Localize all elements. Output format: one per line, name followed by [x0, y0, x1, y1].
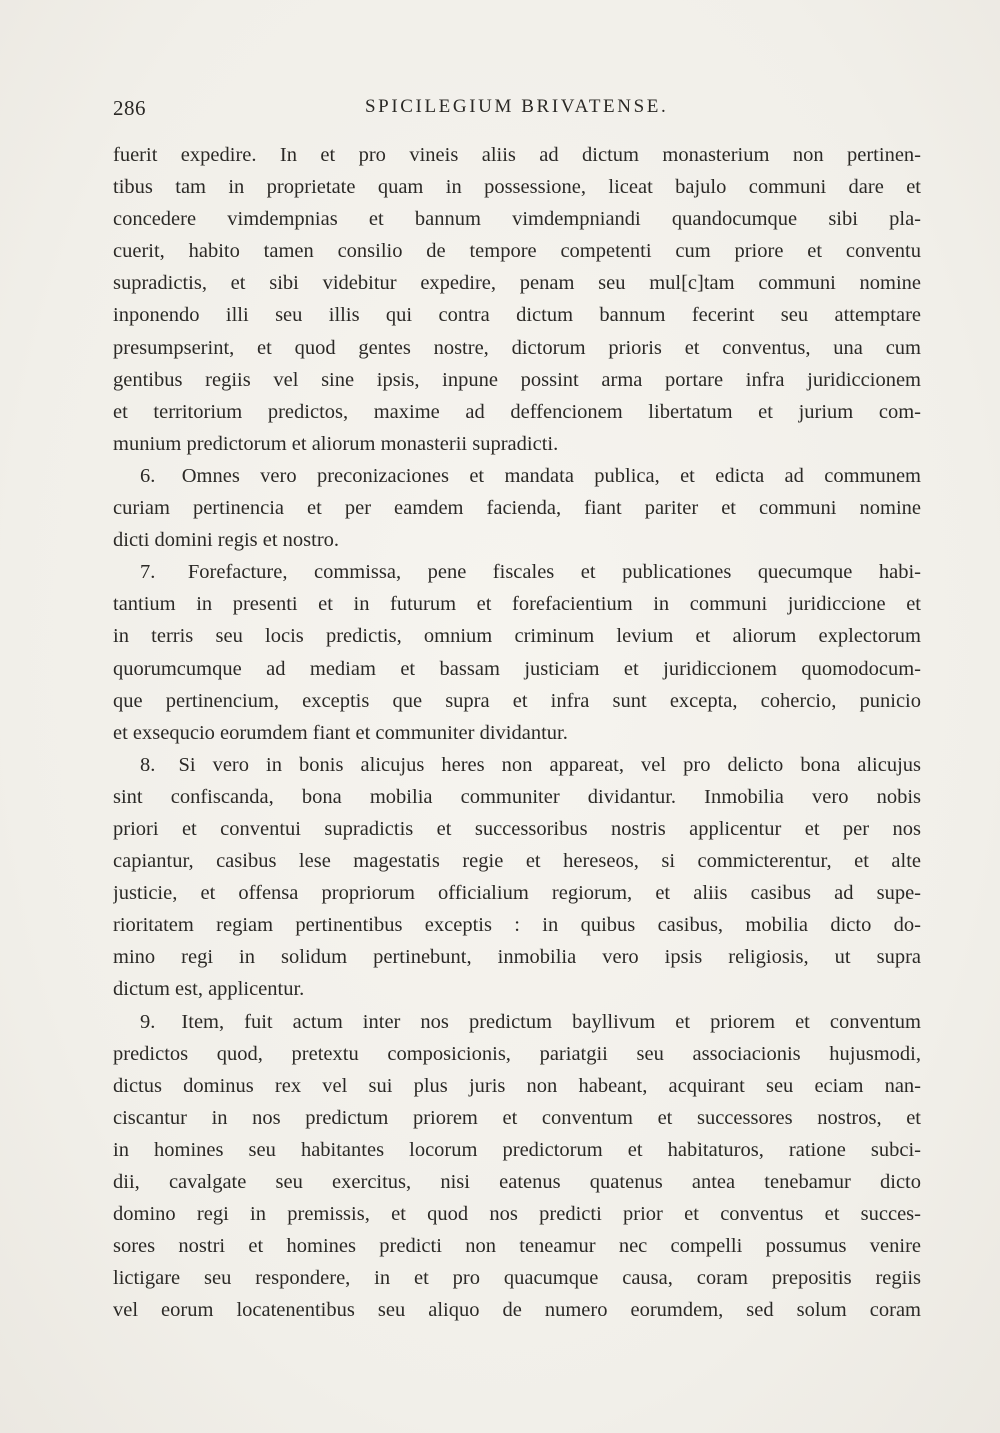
paragraph-first-line	[113, 556, 921, 588]
text-line: in terris seu locis predictis, omnium criminum levium et aliorum explectorum	[113, 625, 921, 648]
text-line: mino regi in solidum pertinebunt, inmobilia vero ipsis religiosis, ut supra	[113, 946, 921, 969]
page-header	[113, 96, 923, 126]
text-line: in homines seu habitantes locorum predictorum et habitaturos, ratione subci-	[113, 1138, 921, 1161]
text-line: que pertinencium, exceptis que supra et infra sunt excepta, cohercio, punicio	[113, 689, 921, 712]
text-line: predictos quod, pretextu composicionis, pariatgii seu associacionis hujusmodi,	[113, 1042, 921, 1065]
text-line: et exsequcio eorumdem fiant et communiter dividantur.	[113, 721, 568, 744]
text-line: tibus tam in proprietate quam in possessione, liceat bajulo communi dare et	[113, 176, 921, 199]
text-line: curiam pertinencia et per eamdem facienda, fiant pariter et communi nomine	[113, 497, 921, 520]
page-number: 286	[113, 96, 146, 120]
text-line: quorumcumque ad mediam et bassam justiciam et juridiccionem quomodocum-	[113, 657, 921, 680]
running-title: SPICILEGIUM BRIVATENSE.	[365, 96, 669, 117]
text-line: supradictis, et sibi videbitur expedire, penam seu mul[c]tam communi nomine	[113, 272, 921, 295]
text-line: vel eorum locatenentibus seu aliquo de numero eorumdem, sed solum coram	[113, 1299, 921, 1322]
paragraph-number: 8.	[140, 753, 156, 776]
text-line: ciscantur in nos predictum priorem et conventum et successores nostros, et	[113, 1106, 921, 1129]
text-line: presumpserint, et quod gentes nostre, dictorum prioris et conventus, una cum	[113, 336, 921, 359]
text-line: sores nostri et homines predicti non teneamur nec compelli possumus venire	[113, 1235, 921, 1258]
text-line: et territorium predictos, maxime ad deffencionem libertatum et jurium com-	[113, 400, 921, 423]
text-line: gentibus regiis vel sine ipsis, inpune possint arma portare infra juridiccionem	[113, 368, 921, 391]
text-line: dictus dominus rex vel sui plus juris non habeant, acquirant seu eciam nan-	[113, 1074, 921, 1097]
paragraph-first-line	[113, 749, 921, 781]
text-line: dictum est, applicentur.	[113, 978, 305, 1001]
body-text	[113, 139, 921, 1322]
text-span: Si vero in bonis alicujus heres non appareat, vel pro delicto bona alicujus	[178, 753, 921, 776]
paragraph-number: 7.	[140, 561, 156, 584]
text-line: priori et conventui supradictis et successoribus nostris applicentur et per nos	[113, 817, 921, 840]
paragraph-number: 9.	[140, 1010, 156, 1033]
text-line: dii, cavalgate seu exercitus, nisi eatenus quatenus antea tenebamur dicto	[113, 1171, 921, 1193]
text-line: dicti domini regis et nostro.	[113, 529, 340, 552]
paragraph-first-line	[113, 1006, 921, 1038]
text-line: inponendo illi seu illis qui contra dictum bannum fecerint seu attemptare	[113, 304, 921, 327]
text-span: Item, fuit actum inter nos predictum bayllivum et priorem et conventum	[181, 1010, 921, 1033]
text-line: sint confiscanda, bona mobilia communiter dividantur. Inmobilia vero nobis	[113, 785, 921, 808]
text-line: munium predictorum et aliorum monasterii supradicti.	[113, 432, 559, 455]
text-line: fuerit expedire. In et pro vineis aliis ad dictum monasterium non pertinen-	[113, 144, 921, 166]
text-line: concedere vimdempnias et bannum vimdempniandi quandocumque sibi pla-	[113, 208, 921, 231]
text-line: lictigare seu respondere, in et pro quacumque causa, coram prepositis regiis	[113, 1267, 921, 1290]
text-line: rioritatem regiam pertinentibus exceptis : in quibus casibus, mobilia dicto do-	[113, 914, 921, 937]
text-span: Omnes vero preconizaciones et mandata publica, et edicta ad communem	[181, 464, 921, 487]
text-line: tantium in presenti et in futurum et forefacientium in communi juridiccione et	[113, 593, 921, 616]
text-line: capiantur, casibus lese magestatis regie et hereseos, si commicterentur, et alte	[113, 850, 921, 873]
text-line: domino regi in premissis, et quod nos predicti prior et conventus et succes-	[113, 1203, 921, 1226]
text-span: Forefacture, commissa, pene fiscales et publicationes quecumque habi-	[187, 561, 921, 584]
paragraph-first-line	[113, 460, 921, 492]
text-line: cuerit, habito tamen consilio de tempore competenti cum priore et conventu	[113, 240, 921, 263]
text-line: justicie, et offensa propriorum officialium regiorum, et aliis casibus ad supe-	[113, 882, 921, 905]
paragraph-number: 6.	[140, 464, 156, 487]
